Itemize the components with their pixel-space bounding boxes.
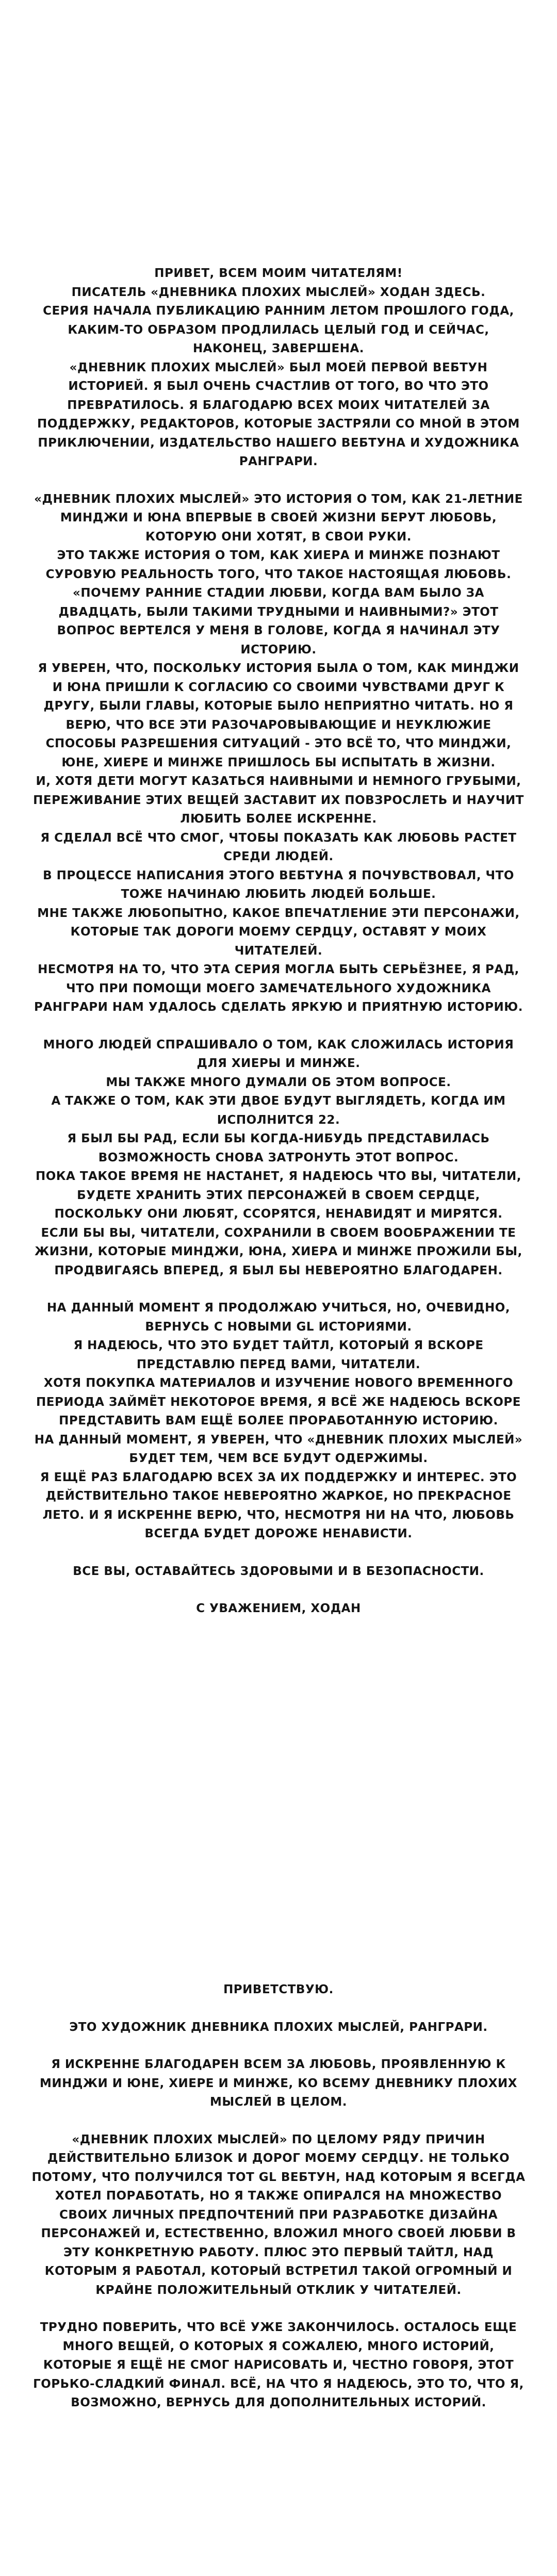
farewell-paragraph [31, 1562, 526, 1581]
story-line: ЭТО ТАКЖЕ ИСТОРИЯ О ТОМ, КАК ХИЕРА И МИНЖЕ ПОЗНАЮТ СУРОВУЮ РЕАЛЬНОСТЬ ТОГО, ЧТО ТАКОЕ НАСТОЯЩАЯ ЛЮБОВЬ. [45, 549, 512, 581]
artist-afterword [31, 1980, 526, 2413]
artist-thanks-paragraph [31, 2055, 526, 2112]
story-line: НЕСМОТРЯ НА ТО, ЧТО ЭТА СЕРИЯ МОГЛА БЫТЬ СЕРЬЁЗНЕЕ, Я РАД, ЧТО ПРИ ПОМОЩИ МОЕГО ЗАМЕЧАТЕЛЬНОГО ХУДОЖНИКА РАНГРАРИ НАМ УДАЛОСЬ СДЕЛАТЬ ЯРКУЮ И ПРИЯТНУЮ ИСТОРИЮ. [34, 963, 523, 1014]
story-line: МНЕ ТАКЖЕ ЛЮБОПЫТНО, КАКОЕ ВПЕЧАТЛЕНИЕ ЭТИ ПЕРСОНАЖИ, КОТОРЫЕ ТАК ДОРОГИ МОЕМУ СЕРДЦУ, ОСТАВЯТ У МОИХ ЧИТАТЕЛЕЙ. [37, 906, 520, 958]
future-plans-paragraph [31, 1299, 526, 1544]
author-intro-line: ПИСАТЕЛЬ «ДНЕВНИКА ПЛОХИХ МЫСЛЕЙ» ХОДАН ЗДЕСЬ. [71, 285, 486, 299]
series-completion-line: СЕРИЯ НАЧАЛА ПУБЛИКАЦИЮ РАННИМ ЛЕТОМ ПРОШЛОГО ГОДА, КАКИМ-ТО ОБРАЗОМ ПРОДЛИЛАСЬ ЦЕЛЫЙ ГОД И СЕЙЧАС, НАКОНЕЦ, ЗАВЕРШЕНА. [43, 304, 514, 355]
future-line: НА ДАННЫЙ МОМЕНТ Я ПРОДОЛЖАЮ УЧИТЬСЯ, НО, ОЧЕВИДНО, ВЕРНУСЬ С НОВЫМИ GL ИСТОРИЯМИ. [46, 1301, 511, 1334]
story-line: «ДНЕВНИК ПЛОХИХ МЫСЛЕЙ» ЭТО ИСТОРИЯ О ТОМ, КАК 21-ЛЕТНИЕ МИНДЖИ И ЮНА ВПЕРВЫЕ В СВОЕЙ ЖИЗНИ БЕРУТ ЛЮБОВЬ, КОТОРУЮ ОНИ ХОТЯТ, В СВОИ РУКИ. [34, 492, 523, 544]
author-afterword [31, 264, 526, 1618]
side-couple-line: Я БЫЛ БЫ РАД, ЕСЛИ БЫ КОГДА-НИБУДЬ ПРЕДСТАВИЛАСЬ ВОЗМОЖНОСТЬ СНОВА ЗАТРОНУТЬ ЭТОТ ВОПРОС. [67, 1132, 490, 1164]
artist-greeting-line: ПРИВЕТСТВУЮ. [223, 1983, 334, 1996]
greeting-paragraph [31, 264, 526, 471]
artist-ending-line: ТРУДНО ПОВЕРИТЬ, ЧТО ВСЁ УЖЕ ЗАКОНЧИЛОСЬ. ОСТАЛОСЬ ЕЩЕ МНОГО ВЕЩЕЙ, О КОТОРЫХ Я СОЖАЛЕЮ, МНОГО ИСТОРИЙ, КОТОРЫЕ Я ЕЩЁ НЕ СМОГ НАРИСОВАТЬ И, ЧЕСТНО ГОВОРЯ, ЭТОТ ГОРЬКО-СЛАДКИЙ ФИНАЛ. ВСЁ, НА ЧТО Я НАДЕЮСЬ, ЭТО ТО, ЧТО Я, ВОЗМОЖНО, ВЕРНУСЬ ДЛЯ ДОПОЛНИТЕЛЬНЫХ ИСТОРИЙ. [33, 2321, 524, 2409]
story-summary-paragraph [31, 490, 526, 1017]
artist-intro-paragraph [31, 2018, 526, 2037]
artist-work-line: «ДНЕВНИК ПЛОХИХ МЫСЛЕЙ» ПО ЦЕЛОМУ РЯДУ ПРИЧИН ДЕЙСТВИТЕЛЬНО БЛИЗОК И ДОРОГ МОЕМУ СЕРДЦУ. НЕ ТОЛЬКО ПОТОМУ, ЧТО ПОЛУЧИЛСЯ ТОТ GL ВЕБТУН, НАД КОТОРЫМ Я ВСЕГДА ХОТЕЛ ПОРАБОТАТЬ, НО Я ТАКЖЕ ОПИРАЛСЯ НА МНОЖЕСТВО СВОИХ ЛИЧНЫХ ПРЕДПОЧТЕНИЙ ПРИ РАЗРАБОТКЕ ДИЗАЙНА ПЕРСОНАЖЕЙ И, ЕСТЕСТВЕННО, ВЛОЖИЛ МНОГО СВОЕЙ ЛЮБВИ В ЭТУ КОНКРЕТНУЮ РАБОТУ. ПЛЮС ЭТО ПЕРВЫЙ ТАЙТЛ, НАД КОТОРЫМ Я РАБОТАЛ, КОТОРЫЙ ВСТРЕТИЛ ТАКОЙ ОГРОМНЫЙ И КРАЙНЕ ПОЛОЖИТЕЛЬНЫЙ ОТКЛИК У ЧИТАТЕЛЕЙ. [31, 2132, 526, 2297]
side-couple-line: А ТАКЖЕ О ТОМ, КАК ЭТИ ДВОЕ БУДУТ ВЫГЛЯДЕТЬ, КОГДА ИМ ИСПОЛНИТСЯ 22. [51, 1094, 506, 1127]
signature-paragraph [31, 1599, 526, 1618]
future-line: Я ЕЩЁ РАЗ БЛАГОДАРЮ ВСЕХ ЗА ИХ ПОДДЕРЖКУ И ИНТЕРЕС. ЭТО ДЕЙСТВИТЕЛЬНО ТАКОЕ НЕВЕРОЯТНО ЖАРКОЕ, НО ПРЕКРАСНОЕ ЛЕТО. И Я ИСКРЕННЕ ВЕРЮ, ЧТО, НЕСМОТРЯ НИ НА ЧТО, ЛЮБОВЬ ВСЕГДА БУДЕТ ДОРОЖЕ НЕНАВИСТИ. [40, 1470, 517, 1540]
artist-intro-line: ЭТО ХУДОЖНИК ДНЕВНИКА ПЛОХИХ МЫСЛЕЙ, РАНГРАРИ. [69, 2020, 488, 2034]
side-couple-line: МНОГО ЛЮДЕЙ СПРАШИВАЛО О ТОМ, КАК СЛОЖИЛАСЬ ИСТОРИЯ ДЛЯ ХИЕРЫ И МИНЖЕ. [43, 1038, 514, 1070]
story-line: «ПОЧЕМУ РАННИЕ СТАДИИ ЛЮБВИ, КОГДА ВАМ БЫЛО ЗА ДВАДЦАТЬ, БЫЛИ ТАКИМИ ТРУДНЫМИ И НАИВНЫМИ?» ЭТОТ ВОПРОС ВЕРТЕЛСЯ У МЕНЯ В ГОЛОВЕ, КОГДА Я НАЧИНАЛ ЭТУ ИСТОРИЮ. [57, 586, 500, 657]
future-line: НА ДАННЫЙ МОМЕНТ, Я УВЕРЕН, ЧТО «ДНЕВНИК ПЛОХИХ МЫСЛЕЙ» БУДЕТ ТЕМ, ЧЕМ ВСЕ БУДУТ ОДЕРЖИМЫ. [34, 1433, 523, 1465]
author-signature: С УВАЖЕНИЕМ, ХОДАН [196, 1602, 361, 1615]
story-line: Я УВЕРЕН, ЧТО, ПОСКОЛЬКУ ИСТОРИЯ БЫЛА О ТОМ, КАК МИНДЖИ И ЮНА ПРИШЛИ К СОГЛАСИЮ СО СВОИМИ ЧУВСТВАМИ ДРУГ К ДРУГУ, БЫЛИ ГЛАВЫ, КОТОРЫЕ БЫЛО НЕПРИЯТНО ЧИТАТЬ. НО Я ВЕРЮ, ЧТО ВСЕ ЭТИ РАЗОЧАРОВЫВАЮЩИЕ И НЕУКЛЮЖИЕ СПОСОБЫ РАЗРЕШЕНИЯ СИТУАЦИЙ - ЭТО ВСЁ ТО, ЧТО МИНДЖИ, ЮНЕ, ХИЕРЕ И МИНЖЕ ПРИШЛОСЬ БЫ ИСПЫТАТЬ В ЖИЗНИ. [38, 662, 519, 769]
story-line: И, ХОТЯ ДЕТИ МОГУТ КАЗАТЬСЯ НАИВНЫМИ И НЕМНОГО ГРУБЫМИ, ПЕРЕЖИВАНИЕ ЭТИХ ВЕЩЕЙ ЗАСТАВИТ ИХ ПОВЗРОСЛЕТЬ И НАУЧИТ ЛЮБИТЬ БОЛЕЕ ИСКРЕННЕ. [33, 775, 524, 826]
thanks-line: «ДНЕВНИК ПЛОХИХ МЫСЛЕЙ» БЫЛ МОЕЙ ПЕРВОЙ ВЕБТУН ИСТОРИЕЙ. Я БЫЛ ОЧЕНЬ СЧАСТЛИВ ОТ ТОГО, ВО ЧТО ЭТО ПРЕВРАТИЛОСЬ. Я БЛАГОДАРЮ ВСЕХ МОИХ ЧИТАТЕЛЕЙ ЗА ПОДДЕРЖКУ, РЕДАКТОРОВ, КОТОРЫЕ ЗАСТРЯЛИ СО МНОЙ В ЭТОМ ПРИКЛЮЧЕНИИ, ИЗДАТЕЛЬСТВО НАШЕГО ВЕБТУНА И ХУДОЖНИКА РАНГРАРИ. [37, 360, 520, 468]
side-couple-line: МЫ ТАКЖЕ МНОГО ДУМАЛИ ОБ ЭТОМ ВОПРОСЕ. [106, 1075, 451, 1089]
side-couple-line: ЕСЛИ БЫ ВЫ, ЧИТАТЕЛИ, СОХРАНИЛИ В СВОЕМ ВООБРАЖЕНИИ ТЕ ЖИЗНИ, КОТОРЫЕ МИНДЖИ, ЮНА, ХИЕРА И МИНЖЕ ПРОЖИЛИ БЫ, ПРОДВИГАЯСЬ ВПЕРЕД, Я БЫЛ БЫ НЕВЕРОЯТНО БЛАГОДАРЕН. [35, 1226, 522, 1277]
greeting-line: ПРИВЕТ, ВСЕМ МОИМ ЧИТАТЕЛЯМ! [154, 267, 403, 280]
artist-ending-paragraph [31, 2318, 526, 2413]
story-line: В ПРОЦЕССЕ НАПИСАНИЯ ЭТОГО ВЕБТУНА Я ПОЧУВСТВОВАЛ, ЧТО ТОЖЕ НАЧИНАЮ ЛЮБИТЬ ЛЮДЕЙ БОЛЬШЕ. [43, 868, 514, 901]
story-line: Я СДЕЛАЛ ВСЁ ЧТО СМОГ, ЧТОБЫ ПОКАЗАТЬ КАК ЛЮБОВЬ РАСТЕТ СРЕДИ ЛЮДЕЙ. [40, 831, 517, 863]
side-couple-line: ПОКА ТАКОЕ ВРЕМЯ НЕ НАСТАНЕТ, Я НАДЕЮСЬ ЧТО ВЫ, ЧИТАТЕЛИ, БУДЕТЕ ХРАНИТЬ ЭТИХ ПЕРСОНАЖЕЙ В СВОЕМ СЕРДЦЕ, ПОСКОЛЬКУ ОНИ ЛЮБЯТ, ССОРЯТСЯ, НЕНАВИДЯТ И МИРЯТСЯ. [35, 1170, 522, 1221]
future-line: Я НАДЕЮСЬ, ЧТО ЭТО БУДЕТ ТАЙТЛ, КОТОРЫЙ Я ВСКОРЕ ПРЕДСТАВЛЮ ПЕРЕД ВАМИ, ЧИТАТЕЛИ. [73, 1339, 484, 1371]
artist-thanks-line: Я ИСКРЕННЕ БЛАГОДАРЕН ВСЕМ ЗА ЛЮБОВЬ, ПРОЯВЛЕННУЮ К МИНДЖИ И ЮНЕ, ХИЕРЕ И МИНЖЕ, КО ВСЕМУ ДНЕВНИКУ ПЛОХИХ МЫСЛЕЙ В ЦЕЛОМ. [39, 2058, 517, 2109]
farewell-line: ВСЕ ВЫ, ОСТАВАЙТЕСЬ ЗДОРОВЫМИ И В БЕЗОПАСНОСТИ. [73, 1564, 484, 1578]
artist-greeting-paragraph [31, 1980, 526, 1999]
future-line: ХОТЯ ПОКУПКА МАТЕРИАЛОВ И ИЗУЧЕНИЕ НОВОГО ВРЕМЕННОГО ПЕРИОДА ЗАЙМЁТ НЕКОТОРОЕ ВРЕМЯ, Я ВСЁ ЖЕ НАДЕЮСЬ ВСКОРЕ ПРЕДСТАВИТЬ ВАМ ЕЩЁ БОЛЕЕ ПРОРАБОТАННУЮ ИСТОРИЮ. [36, 1376, 521, 1428]
artist-work-paragraph [31, 2130, 526, 2300]
side-couple-paragraph [31, 1036, 526, 1281]
